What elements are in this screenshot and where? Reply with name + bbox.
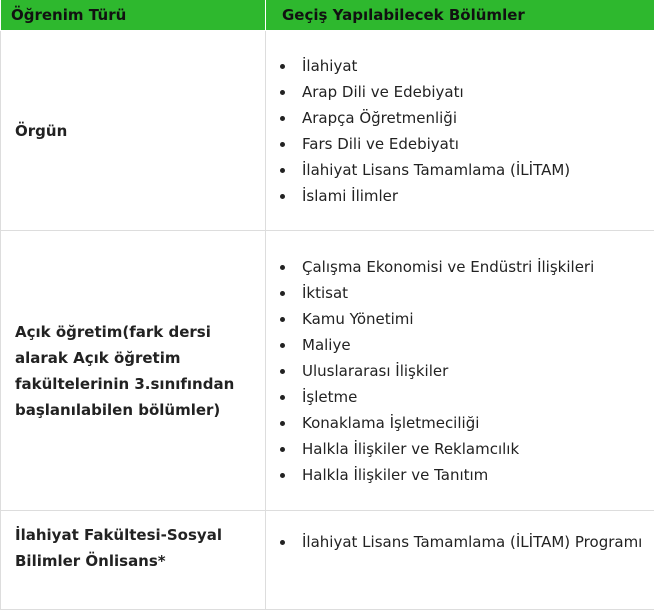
header-transferable-departments: Geçiş Yapılabilecek Bölümler bbox=[266, 0, 654, 31]
list-item: • İktisat bbox=[296, 280, 654, 306]
list-item: • Halkla İlişkiler ve Tanıtım bbox=[296, 462, 654, 488]
list-item: • İlahiyat Lisans Tamamlama (İLİTAM) Programı bbox=[296, 529, 654, 555]
header-education-type: Öğrenim Türü bbox=[1, 0, 266, 31]
list-item: • İlahiyat Lisans Tamamlama (İLİTAM) bbox=[296, 157, 654, 183]
table-row bbox=[1, 31, 654, 231]
education-type-cell: Örgün bbox=[1, 31, 266, 231]
list-item: • Arap Dili ve Edebiyatı bbox=[296, 79, 654, 105]
list-item: • Maliye bbox=[296, 332, 654, 358]
list-item: • İşletme bbox=[296, 384, 654, 410]
list-item: • Kamu Yönetimi bbox=[296, 306, 654, 332]
list-item: • Konaklama İşletmeciliği bbox=[296, 410, 654, 436]
list-item: • Çalışma Ekonomisi ve Endüstri İlişkileri bbox=[296, 254, 654, 280]
departments-cell bbox=[266, 231, 654, 511]
department-list bbox=[276, 529, 654, 555]
table-row bbox=[1, 231, 654, 511]
list-item: • İlahiyat bbox=[296, 53, 654, 79]
department-list bbox=[276, 254, 654, 488]
education-type-cell: Açık öğretim(fark dersi alarak Açık öğretim fakültelerinin 3.sınıfından başlanılabilen bölümler) bbox=[1, 231, 266, 511]
list-item: • Fars Dili ve Edebiyatı bbox=[296, 131, 654, 157]
departments-cell bbox=[266, 31, 654, 231]
list-item: • Arapça Öğretmenliği bbox=[296, 105, 654, 131]
education-type-cell: İlahiyat Fakültesi-Sosyal Bilimler Önlisans* bbox=[1, 511, 266, 610]
table-header-row bbox=[1, 0, 654, 31]
list-item: • İslami İlimler bbox=[296, 183, 654, 209]
department-list bbox=[276, 53, 654, 209]
list-item: • Halkla İlişkiler ve Reklamcılık bbox=[296, 436, 654, 462]
list-item: • Uluslararası İlişkiler bbox=[296, 358, 654, 384]
